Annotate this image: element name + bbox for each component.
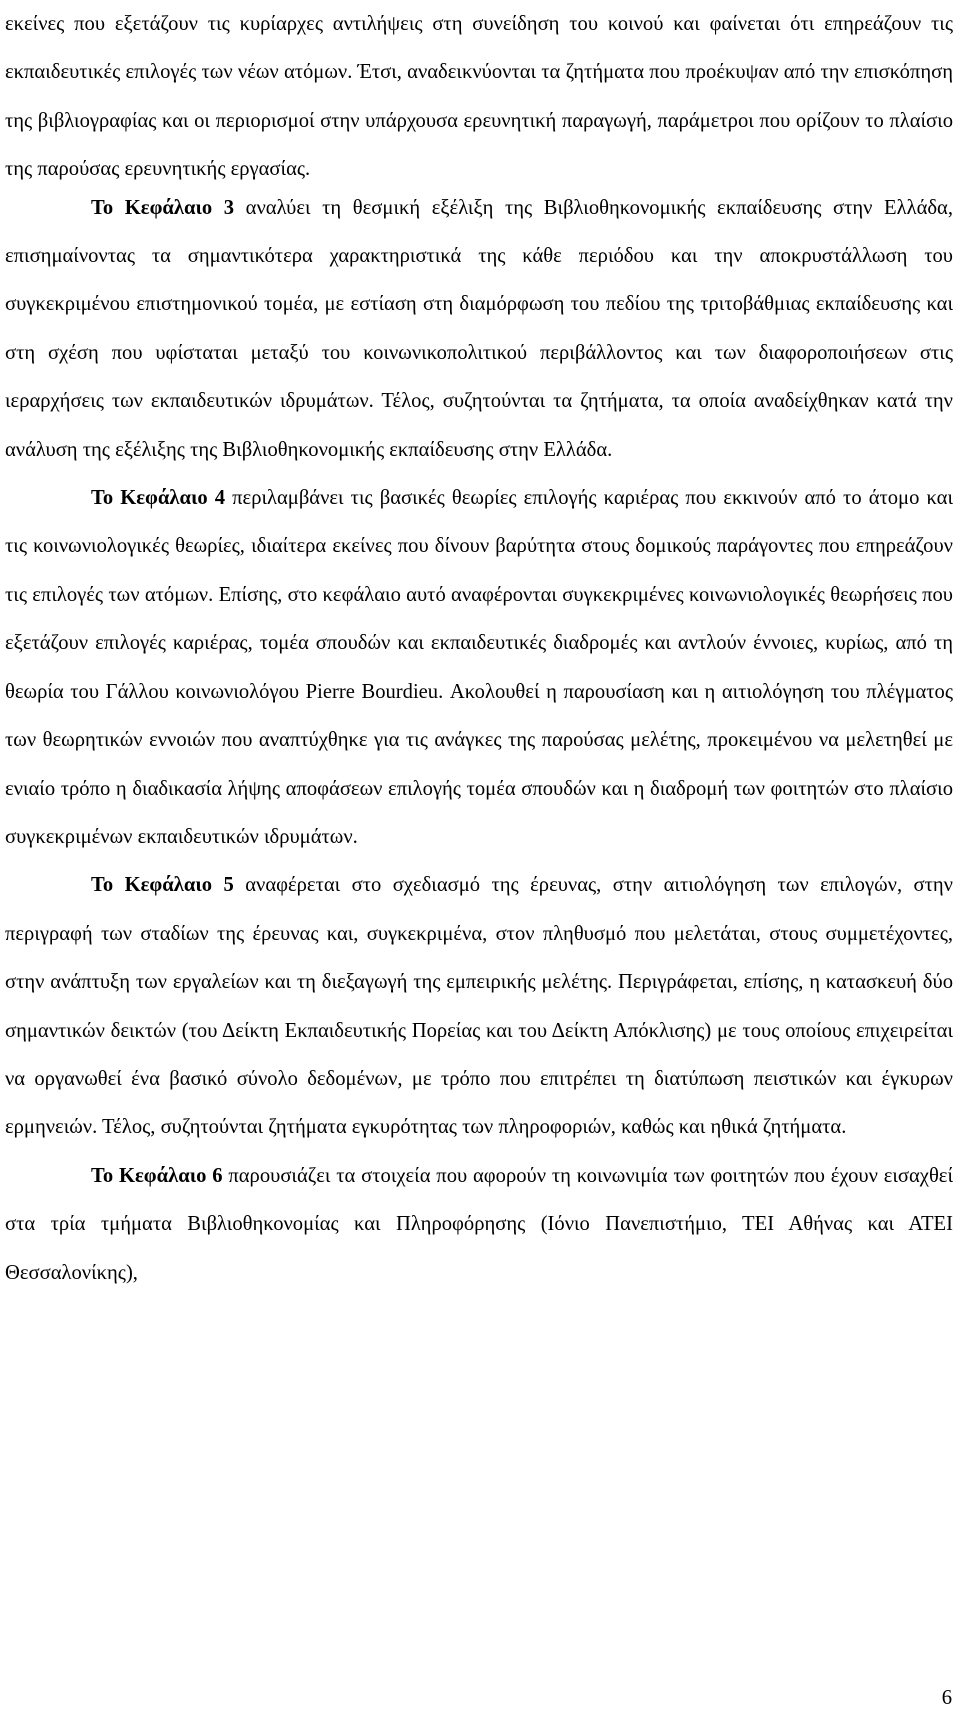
paragraph-text: αναλύει τη θεσμική εξέλιξη της Βιβλιοθηκονομικής εκπαίδευσης στην Ελλάδα, επισημαίνοντας τα σημαντικότερα χαρακτηριστικά της κάθε περιόδου και την αποκρυστάλλωση του συγκεκριμένου επιστημονικού τομέα, με εστίαση στη διαμόρφωση του πεδίου της τριτοβάθμιας εκπαίδευσης και στη σχέση που υφίσταται μεταξύ του κοινωνικοπολιτικού περιβάλλοντος και των διαφοροποιήσεων στις ιεραρχήσεις των εκπαιδευτικών ιδρυμάτων. Τέλος, συζητούνται τα ζητήματα, τα οποία αναδείχθηκαν κατά την ανάλυση της εξέλιξης της Βιβλιοθηκονομικής εκπαίδευσης στην Ελλάδα. (5, 196, 953, 461)
chapter-lead: Το Κεφάλαιο 4 (91, 487, 226, 510)
paragraph-chapter-4 (5, 474, 953, 861)
paragraph-text: παρουσιάζει τα στοιχεία που αφορούν τη κοινωνιμία των φοιτητών που έχουν εισαχθεί στα τρία τμήματα Βιβλιοθηκονομίας και Πληροφόρησης (Ιόνιο Πανεπιστήμιο, ΤΕΙ Αθήνας και ΑΤΕΙ Θεσσαλονίκης), (5, 1164, 953, 1284)
paragraph-text: εκείνες που εξετάζουν τις κυρίαρχες αντιλήψεις στη συνείδηση του κοινού και φαίνεται ότι επηρεάζουν τις εκπαιδευτικές επιλογές των νέων ατόμων. Έτσι, αναδεικνύονται τα ζητήματα που προέκυψαν από την επισκόπηση της βιβλιογραφίας και οι περιορισμοί στην υπάρχουσα ερευνητική παραγωγή, παράμετροι που ορίζουν το πλαίσιο της παρούσας ερευνητικής εργασίας. (5, 13, 953, 181)
paragraph-chapter-5 (5, 861, 953, 1151)
paragraph-text: αναφέρεται στο σχεδιασμό της έρευνας, στην αιτιολόγηση των επιλογών, στην περιγραφή των σταδίων της έρευνας και, συγκεκριμένα, στον πληθυσμό που μελετάται, στους συμμετέχοντες, στην ανάπτυξη των εργαλείων και τη διεξαγωγή της εμπειρικής μελέτης. Περιγράφεται, επίσης, η κατασκευή δύο σημαντικών δεικτών (του Δείκτη Εκπαιδευτικής Πορείας και του Δείκτη Απόκλισης) με τους οποίους επιχειρείται να οργανωθεί ένα βασικό σύνολο δεδομένων, με τρόπο που επιτρέπει τη διατύπωση πειστικών και έγκυρων ερμηνειών. Τέλος, συζητούνται ζητήματα εγκυρότητας των πληροφοριών, καθώς και ηθικά ζητήματα. (5, 874, 953, 1139)
chapter-lead: Το Κεφάλαιο 6 (91, 1164, 223, 1187)
chapter-lead: Το Κεφάλαιο 3 (91, 196, 235, 219)
paragraph-chapter-3 (5, 184, 953, 474)
document-page (5, 0, 953, 1297)
paragraph-intro-continuation (5, 0, 953, 194)
chapter-lead: Το Κεφάλαιο 5 (91, 874, 234, 897)
paragraph-text: περιλαμβάνει τις βασικές θεωρίες επιλογής καριέρας που εκκινούν από το άτομο και τις κοινωνιολογικές θεωρίες, ιδιαίτερα εκείνες που δίνουν βαρύτητα στους δομικούς παράγοντες που επηρεάζουν τις επιλογές των ατόμων. Επίσης, στο κεφάλαιο αυτό αναφέρονται συγκεκριμένες κοινωνιολογικές θεωρήσεις που εξετάζουν επιλογές καριέρας, τομέα σπουδών και εκπαιδευτικές διαδρομές και αντλούν έννοιες, κυρίως, από τη θεωρία του Γάλλου κοινωνιολόγου Pierre Bourdieu. Ακολουθεί η παρουσίαση και η αιτιολόγηση του πλέγματος των θεωρητικών εννοιών που αναπτύχθηκε για τις ανάγκες της παρούσας μελέτης, προκειμένου να μελετηθεί με ενιαίο τρόπο η διαδικασία λήψης αποφάσεων επιλογής τομέα σπουδών και η διαδρομή των φοιτητών στο πλαίσιο συγκεκριμένων εκπαιδευτικών ιδρυμάτων. (5, 487, 953, 848)
page-number: 6 (941, 1687, 952, 1709)
paragraph-chapter-6 (5, 1152, 953, 1297)
